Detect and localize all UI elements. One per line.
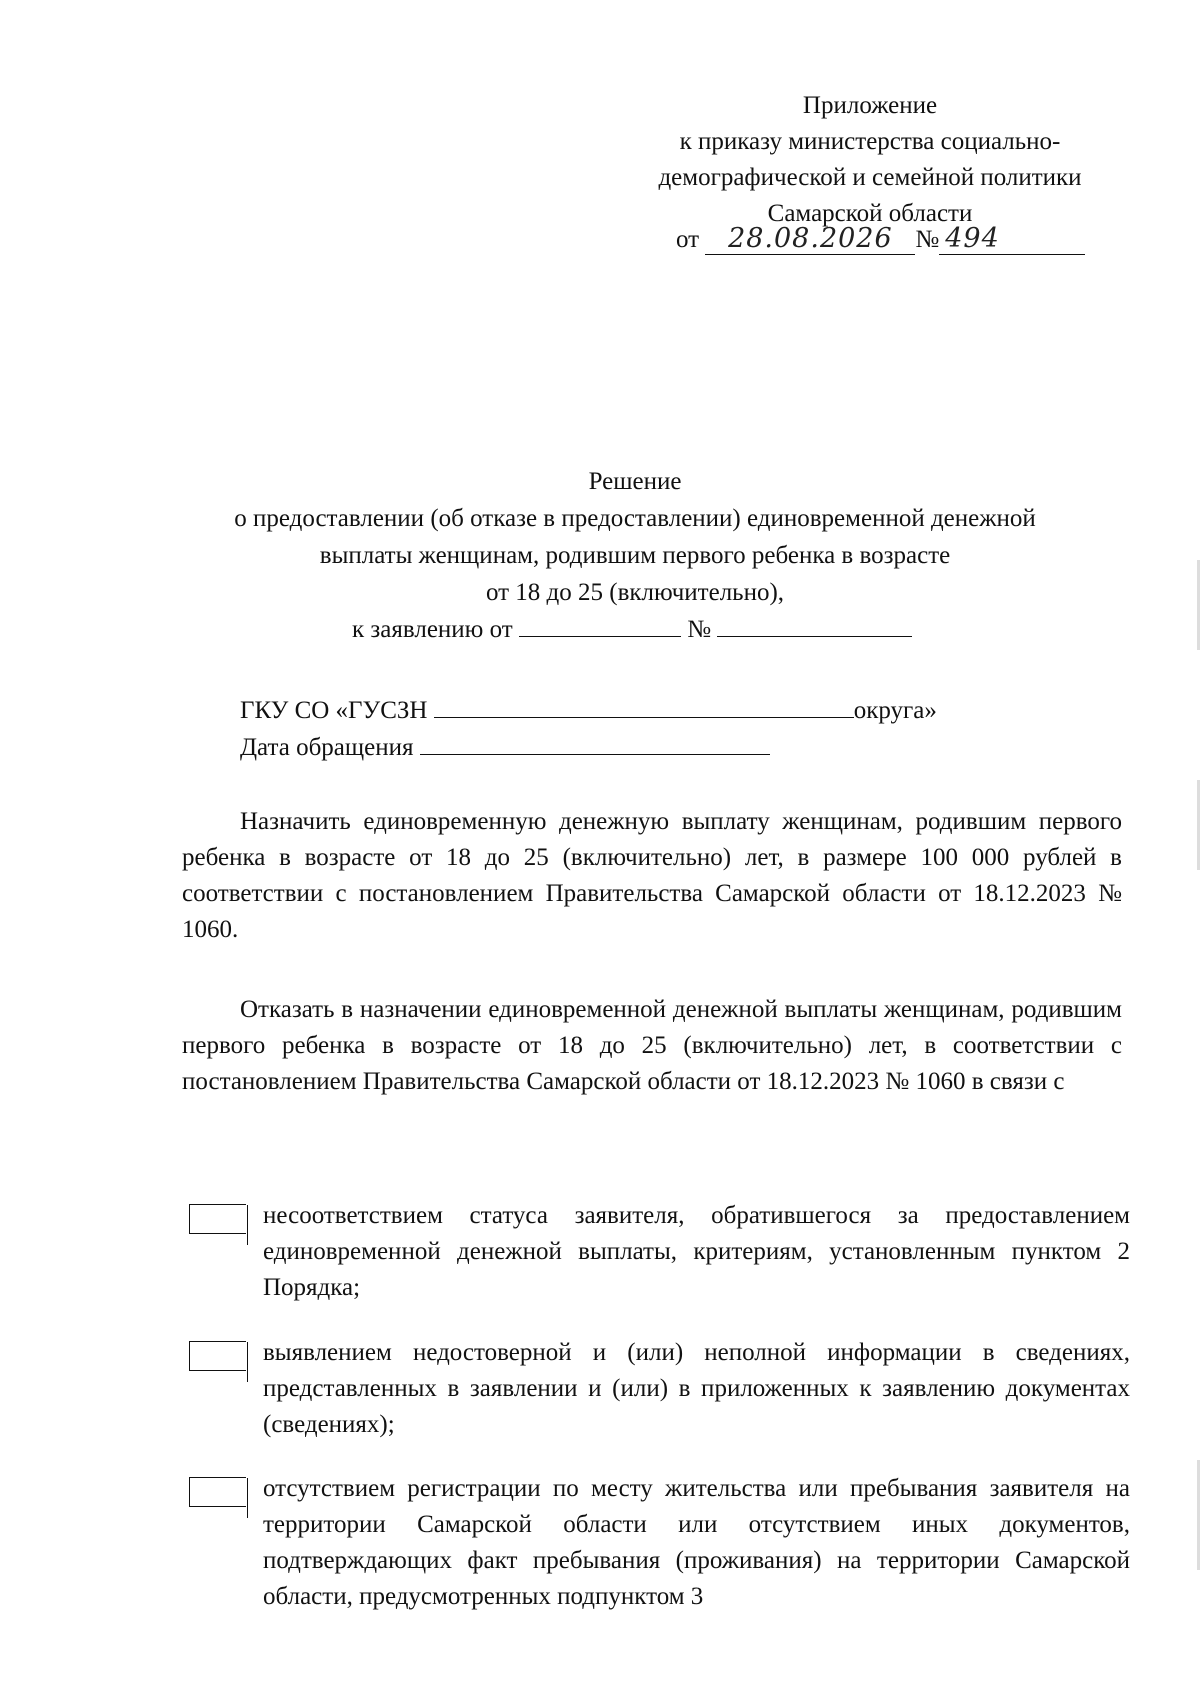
reason-text: отсутствием регистрации по месту жительства или пребывания заявителя на территории Самарской области или отсутствием иных документов, подтверждающих факт пребывания (проживания) на территории Самарской области, предусмотренных подпунктом 3 [263,1475,1130,1610]
agency-prefix: ГКУ СО «ГУСЗН [240,697,428,724]
application-number-blank[interactable] [717,614,912,637]
order-number-sign: № [915,226,940,253]
request-date-label: Дата обращения [240,734,414,761]
title-line: о предоставлении (об отказе в предоставлении) единовременной денежной [234,505,1036,532]
reason-item [185,1335,1130,1443]
appendix-title: Приложение [802,92,938,119]
reason-checkbox[interactable] [189,1341,246,1371]
title-heading: Решение [588,468,682,495]
application-number-sign: № [687,616,712,643]
refuse-paragraph [182,992,1122,1100]
agency-blank[interactable] [434,695,854,718]
application-date-blank[interactable] [519,614,681,637]
request-date-blank[interactable] [420,732,770,755]
application-reference [352,614,912,644]
appendix-line: демографической и семейной политики [658,164,1082,191]
request-date-field [240,732,770,762]
reason-checkbox[interactable] [189,1477,246,1507]
agency-field [240,695,937,725]
appendix-line: Самарской области [767,200,973,227]
title-line: от 18 до 25 (включительно), [485,579,785,606]
title-line: выплаты женщинам, родившим первого ребенка в возрасте [319,542,951,569]
order-number-handwritten: 494 [939,224,1085,255]
order-prefix: от [676,226,700,253]
order-reference [676,224,1085,255]
reason-checkbox[interactable] [189,1204,246,1234]
reason-text: выявлением недостоверной и (или) неполной информации в сведениях, представленных в заявлении и (или) в приложенных к заявлению документах (сведениях); [263,1339,1130,1438]
reason-item [185,1198,1130,1306]
reason-item [185,1471,1130,1615]
refuse-text: Отказать в назначении единовременной денежной выплаты женщинам, родившим первого ребенка в возрасте от 18 до 25 (включительно) лет, в соответствии с постановлением Правительства Самарской области от 18.12.2023 № 1060 в связи с [182,996,1122,1095]
order-date-handwritten: 28.08.2026 [705,224,915,255]
decision-title [150,463,1120,611]
appendix-header [600,88,1140,232]
grant-text: Назначить единовременную денежную выплату женщинам, родившим первого ребенка в возрасте от 18 до 25 (включительно) лет, в размере 100 000 рублей в соответствии с постановлением Правительства Самарской области от 18.12.2023 № 1060. [182,808,1122,943]
appendix-line: к приказу министерства социально- [679,128,1061,155]
reason-text: несоответствием статуса заявителя, обратившегося за предоставлением единовременной денежной выплаты, критериям, установленным пунктом 2 Порядка; [263,1202,1130,1301]
grant-paragraph [182,804,1122,948]
application-prefix: к заявлению от [352,616,513,643]
agency-suffix: округа» [853,697,937,724]
